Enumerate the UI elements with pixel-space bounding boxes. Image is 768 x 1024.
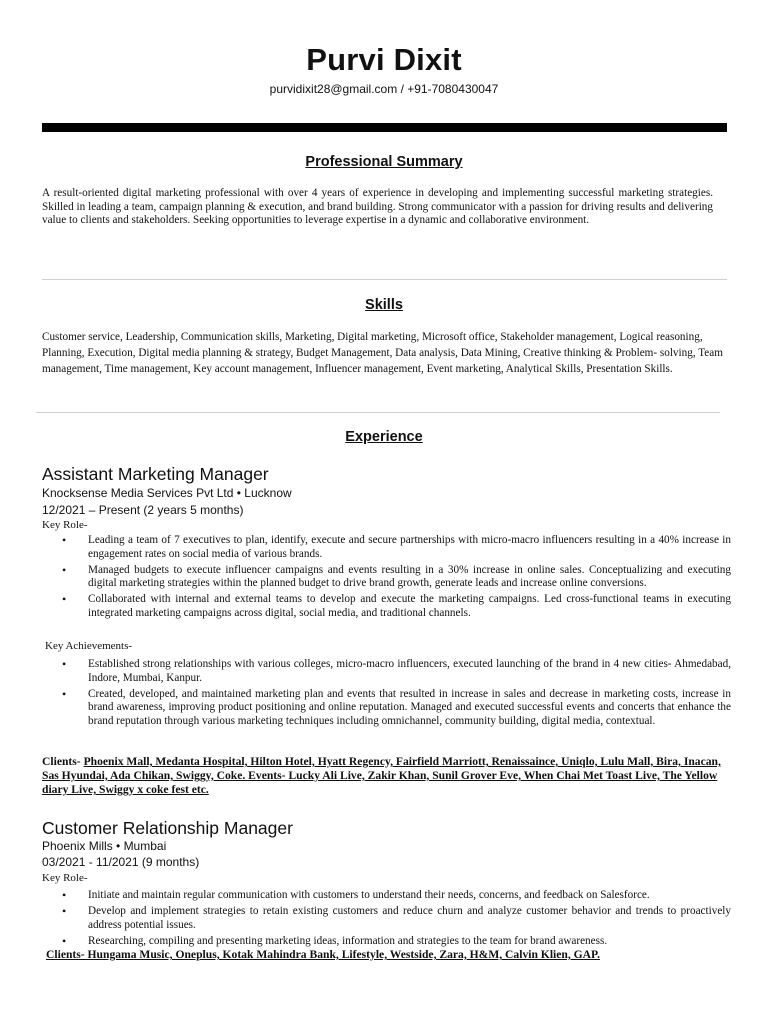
list-item: • Develop and implement strategies to retain existing customers and reduce churn and analyze customer behavior and trends to proactively address potential issues. [42,905,731,932]
key-achievements-label: Key Achievements- [45,640,133,652]
list-item: • Leading a team of 7 executives to plan, identify, execute and secure partnerships with micro-macro influencers resulting in a 40% increase in engagement rates on social media of various brands. [42,534,731,561]
experience-heading: Experience [345,429,423,445]
list-item: • Established strong relationships with various colleges, micro-macro influencers, executed launching of the brand in 4 new cities- Ahmedabad, Indore, Mumbai, Kanpur. [42,658,731,685]
key-role-list [42,889,731,951]
key-role-label: Key Role- [42,519,88,531]
job-dates: 03/2021 - 11/2021 (9 months) [42,855,200,869]
contact-info: purvidixit28@gmail.com / +91-7080430047 [269,82,499,96]
header-divider [42,123,727,132]
summary-text: A result-oriented digital marketing professional with over 4 years of experience in developing and implementing successful marketing strategies. Skilled in leading a team, campaign planning & execution, and brand building. Strong communicator with a passion for driving results and delivering value to clients and stakeholders. Seeking opportunities to leverage expertise in a dynamic and collaborative environment. [42,187,713,227]
list-item: • Created, developed, and maintained marketing plan and events that resulted in increase in sales and decrease in marketing costs, increase in brand awareness, improving product positioning and online reputation. Managed and executed successful events and concerts that enhance the brand reputation through various marketing techniques including omnichannel, community building, digital media, contextual. [42,688,731,729]
list-item: • Collaborated with internal and external teams to develop and execute the marketing campaigns. Led cross-functional teams in executing integrated marketing campaigns across digital, social media, and traditional channels. [42,593,731,620]
list-item: • Managed budgets to execute influencer campaigns and events resulting in a 30% increase in online sales. Conceptualizing and executing digital marketing strategies within the planned budget to drive brand growth, generate leads and increase online conversions. [42,564,731,591]
clients-list: Phoenix Mall, Medanta Hospital, Hilton Hotel, Hyatt Regency, Fairfield Marriott, Renaissaince, Uniqlo, Lulu Mall, Bira, Inacan, Sas Hyundai, Ada Chikan, Swiggy, Coke. Events- Lucky Ali Live, Zakir Khan, Sunil Grover Eve, When Chai Met Toast Live, The Yellow diary Live, Swiggy x coke fest etc. [42,755,721,796]
job-company: Phoenix Mills • Mumbai [42,839,167,853]
clients-line: Clients- Hungama Music, Oneplus, Kotak Mahindra Bank, Lifestyle, Westside, Zara, H&M, Calvin Klien, GAP. [46,948,600,961]
job-title: Assistant Marketing Manager [42,464,269,484]
job-title: Customer Relationship Manager [42,818,293,838]
job-dates: 12/2021 – Present (2 years 5 months) [42,503,244,517]
clients-label: Clients- [42,755,81,768]
skills-divider [36,412,720,413]
list-item: • Initiate and maintain regular communication with customers to understand their needs, concerns, and feedback on Salesforce. [42,889,731,903]
candidate-name: Purvi Dixit [306,42,462,77]
skills-text: Customer service, Leadership, Communication skills, Marketing, Digital marketing, Microsoft office, Stakeholder management, Logical reasoning, Planning, Execution, Digital media planning & strategy, Budget Management, Data analysis, Data Mining, Creative thinking & Problem- solving, Team management, Time management, Key account management, Influencer management, Event marketing, Analytical Skills, Presentation Skills. [42,331,723,375]
job-company: Knocksense Media Services Pvt Ltd • Lucknow [42,486,292,500]
key-achievements-list [42,658,731,731]
list-item: • Researching, compiling and presenting marketing ideas, information and strategies to the team for brand awareness. [42,935,731,949]
key-role-label: Key Role- [42,872,88,884]
key-role-list [42,534,731,623]
summary-divider [42,279,727,280]
skills-heading: Skills [365,297,403,313]
clients-block [42,755,732,797]
summary-heading: Professional Summary [305,154,463,170]
